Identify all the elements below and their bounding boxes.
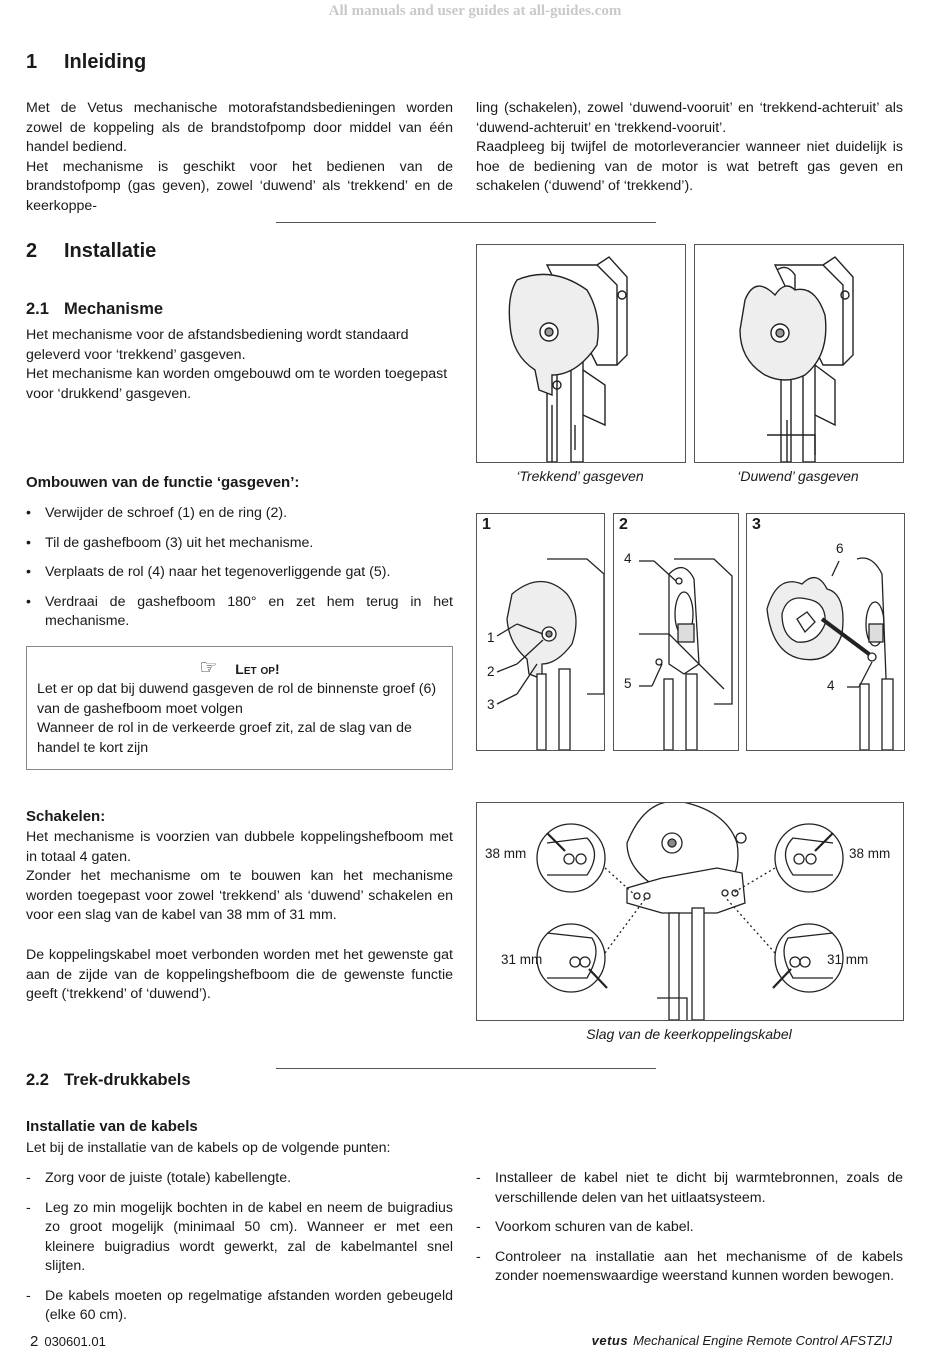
cable-list-col-2 [476,1169,903,1297]
list-item: - Voorkom schuren van de kabel. [476,1219,694,1235]
step-number: 2 [619,516,628,533]
stroke-label-top-left: 38 mm [485,846,527,861]
list-item: - De kabels moeten op regelmatige afstanden worden gebeugeld (elke 60 cm). [26,1287,453,1323]
section-title: Installatie [64,240,157,262]
watermark: All manuals and user guides at all-guides.com [328,3,622,19]
subsection-title: Trek-drukkabels [64,1071,191,1089]
step-2-illustration [614,514,738,750]
figure-cable-stroke [476,802,904,1021]
ombouwen-list [26,504,453,642]
mechanism-illustration [695,245,903,462]
list-item: - Installeer de kabel niet te dicht bij warmtebronnen, zoals de verschillende delen van het uitlaatsysteem. [476,1170,903,1206]
footer-right [592,1333,892,1348]
page-number: 2 [30,1333,39,1350]
document-code: 030601.01 [44,1334,106,1349]
ombouwen-heading: Ombouwen van de functie ‘gasgeven’: [26,474,300,491]
intro-column-1: Met de Vetus mechanische motorafstandsbedieningen worden zowel de koppeling als de brandstofpomp door middel van één handel bediend. Het mechanisme is geschikt voor het bedienen van de brandstofpomp (gas geven), zowel ‘duwend’ als ‘trekkend’ en de keerkoppe- [26,100,453,214]
part-label: 4 [827,678,835,693]
subsection-2-2-heading [26,1071,191,1090]
figure-duwend [694,244,904,463]
intro-column-2: ling (schakelen), zowel ‘duwend-vooruit’ en ‘trekkend-achteruit’ als ‘duwend-achteruit’ en ‘trekkend-vooruit’. Raadpleeg bij twijfel de motorleverancier wanneer niet duidelijk is hoe de bediening van de motor is wat betreft gas geven en schakelen (‘duwend’ of ‘trekkend’). [476,100,903,194]
list-item: • Verdraai de gashefboom 180° en zet hem terug in het mechanisme. [26,593,453,629]
cable-install-heading: Installatie van de kabels [26,1118,198,1135]
note-text: Let er op dat bij duwend gasgeven de rol de binnenste groef (6) van de gashefboom moet volgen Wanneer de rol in de verkeerde groef zit, zal de slag van de handel te kort zijn [37,681,437,756]
figure-step-3 [746,513,905,751]
cable-list-col-1 [26,1169,453,1336]
mechanism-illustration [477,245,685,462]
figure-step-2 [613,513,739,751]
divider [276,222,656,223]
subsection-title: Mechanisme [64,300,164,318]
section-title: Inleiding [64,51,147,73]
section-1-heading [26,51,146,74]
caption-trekkend: ‘Trekkend’ gasgeven [516,468,644,484]
list-item: - Controleer na installatie aan het mechanisme of de kabels zonder noemenswaardige weerstand kunnen worden bewogen. [476,1248,903,1284]
mechanism-text: Het mechanisme voor de afstandsbediening wordt standaard geleverd voor ‘trekkend’ gasgeven. Het mechanisme kan worden omgebouwd om te worden toegepast voor ‘drukkend’ gasgeven. [26,327,448,402]
manual-title: Mechanical Engine Remote Control AFSTZIJ [633,1333,892,1348]
bullet-mark: • [26,505,31,521]
part-label: 6 [836,541,844,556]
part-label: 4 [624,551,632,566]
list-item: • Verplaats de rol (4) naar het tegenoverliggende gat (5). [26,563,453,583]
caption-cable-stroke: Slag van de keerkoppelingskabel [586,1026,792,1042]
note-box [26,646,453,770]
stroke-label-bottom-right: 31 mm [827,952,869,967]
caption-duwend: ‘Duwend’ gasgeven [737,468,859,484]
bullet-mark: • [26,564,31,580]
list-item: - Leg zo min mogelijk bochten in de kabel en neem de buigradius zo groot mogelijk (minimaal 50 cm). Wanneer er met een kleinere buigradius wordt gewerkt, zal de kabelmantel snel slijten. [26,1199,453,1274]
section-2-heading [26,240,156,263]
step-1-illustration [477,514,604,750]
stroke-label-bottom-left: 31 mm [501,952,543,967]
pointing-hand-icon: ☞ [199,655,218,679]
step-number: 1 [482,516,491,533]
divider [276,1068,656,1069]
figure-trekkend [476,244,686,463]
cable-stroke-illustration [477,803,903,1020]
part-label: 2 [487,664,495,679]
step-number: 3 [752,516,761,533]
bullet-mark: • [26,534,31,551]
footer-left [30,1333,106,1350]
figure-step-1 [476,513,605,751]
subsection-2-1-heading [26,300,163,319]
note-title: Let op! [235,661,280,677]
part-label: 3 [487,697,495,712]
list-item: • Til de gashefboom (3) uit het mechanisme. [26,534,453,554]
section-number: 2 [26,240,38,262]
subsection-number: 2.2 [26,1071,49,1089]
list-item: • Verwijder de schroef (1) en de ring (2). [26,504,453,524]
schakelen-text-1: Het mechanisme is voorzien van dubbele koppelingshefboom met in totaal 4 gaten. Zonder het mechanisme om te bouwen kan het mechanisme worden toegepast voor zowel ‘trekkend’ als ‘duwend’ schakelen en voor een slag van de kabel van 38 mm of 31 mm. [26,829,453,923]
schakelen-text-2: De koppelingskabel moet verbonden worden met het gewenste gat aan de zijde van de koppelingshefboom die de gewenste functie geeft (‘trekkend’ of ‘duwend’). [26,947,453,1002]
stroke-label-top-right: 38 mm [849,846,891,861]
list-item: - Zorg voor de juiste (totale) kabellengte. [26,1170,292,1186]
subsection-number: 2.1 [26,300,49,318]
vetus-logo: vetus [591,1333,629,1348]
part-label: 5 [624,676,632,691]
cable-install-intro: Let bij de installatie van de kabels op de volgende punten: [26,1140,391,1156]
step-3-illustration [747,514,904,750]
bullet-mark: • [26,593,31,610]
part-label: 1 [487,630,495,645]
section-number: 1 [26,51,38,73]
note-header [27,655,452,679]
schakelen-heading: Schakelen: [26,808,106,825]
